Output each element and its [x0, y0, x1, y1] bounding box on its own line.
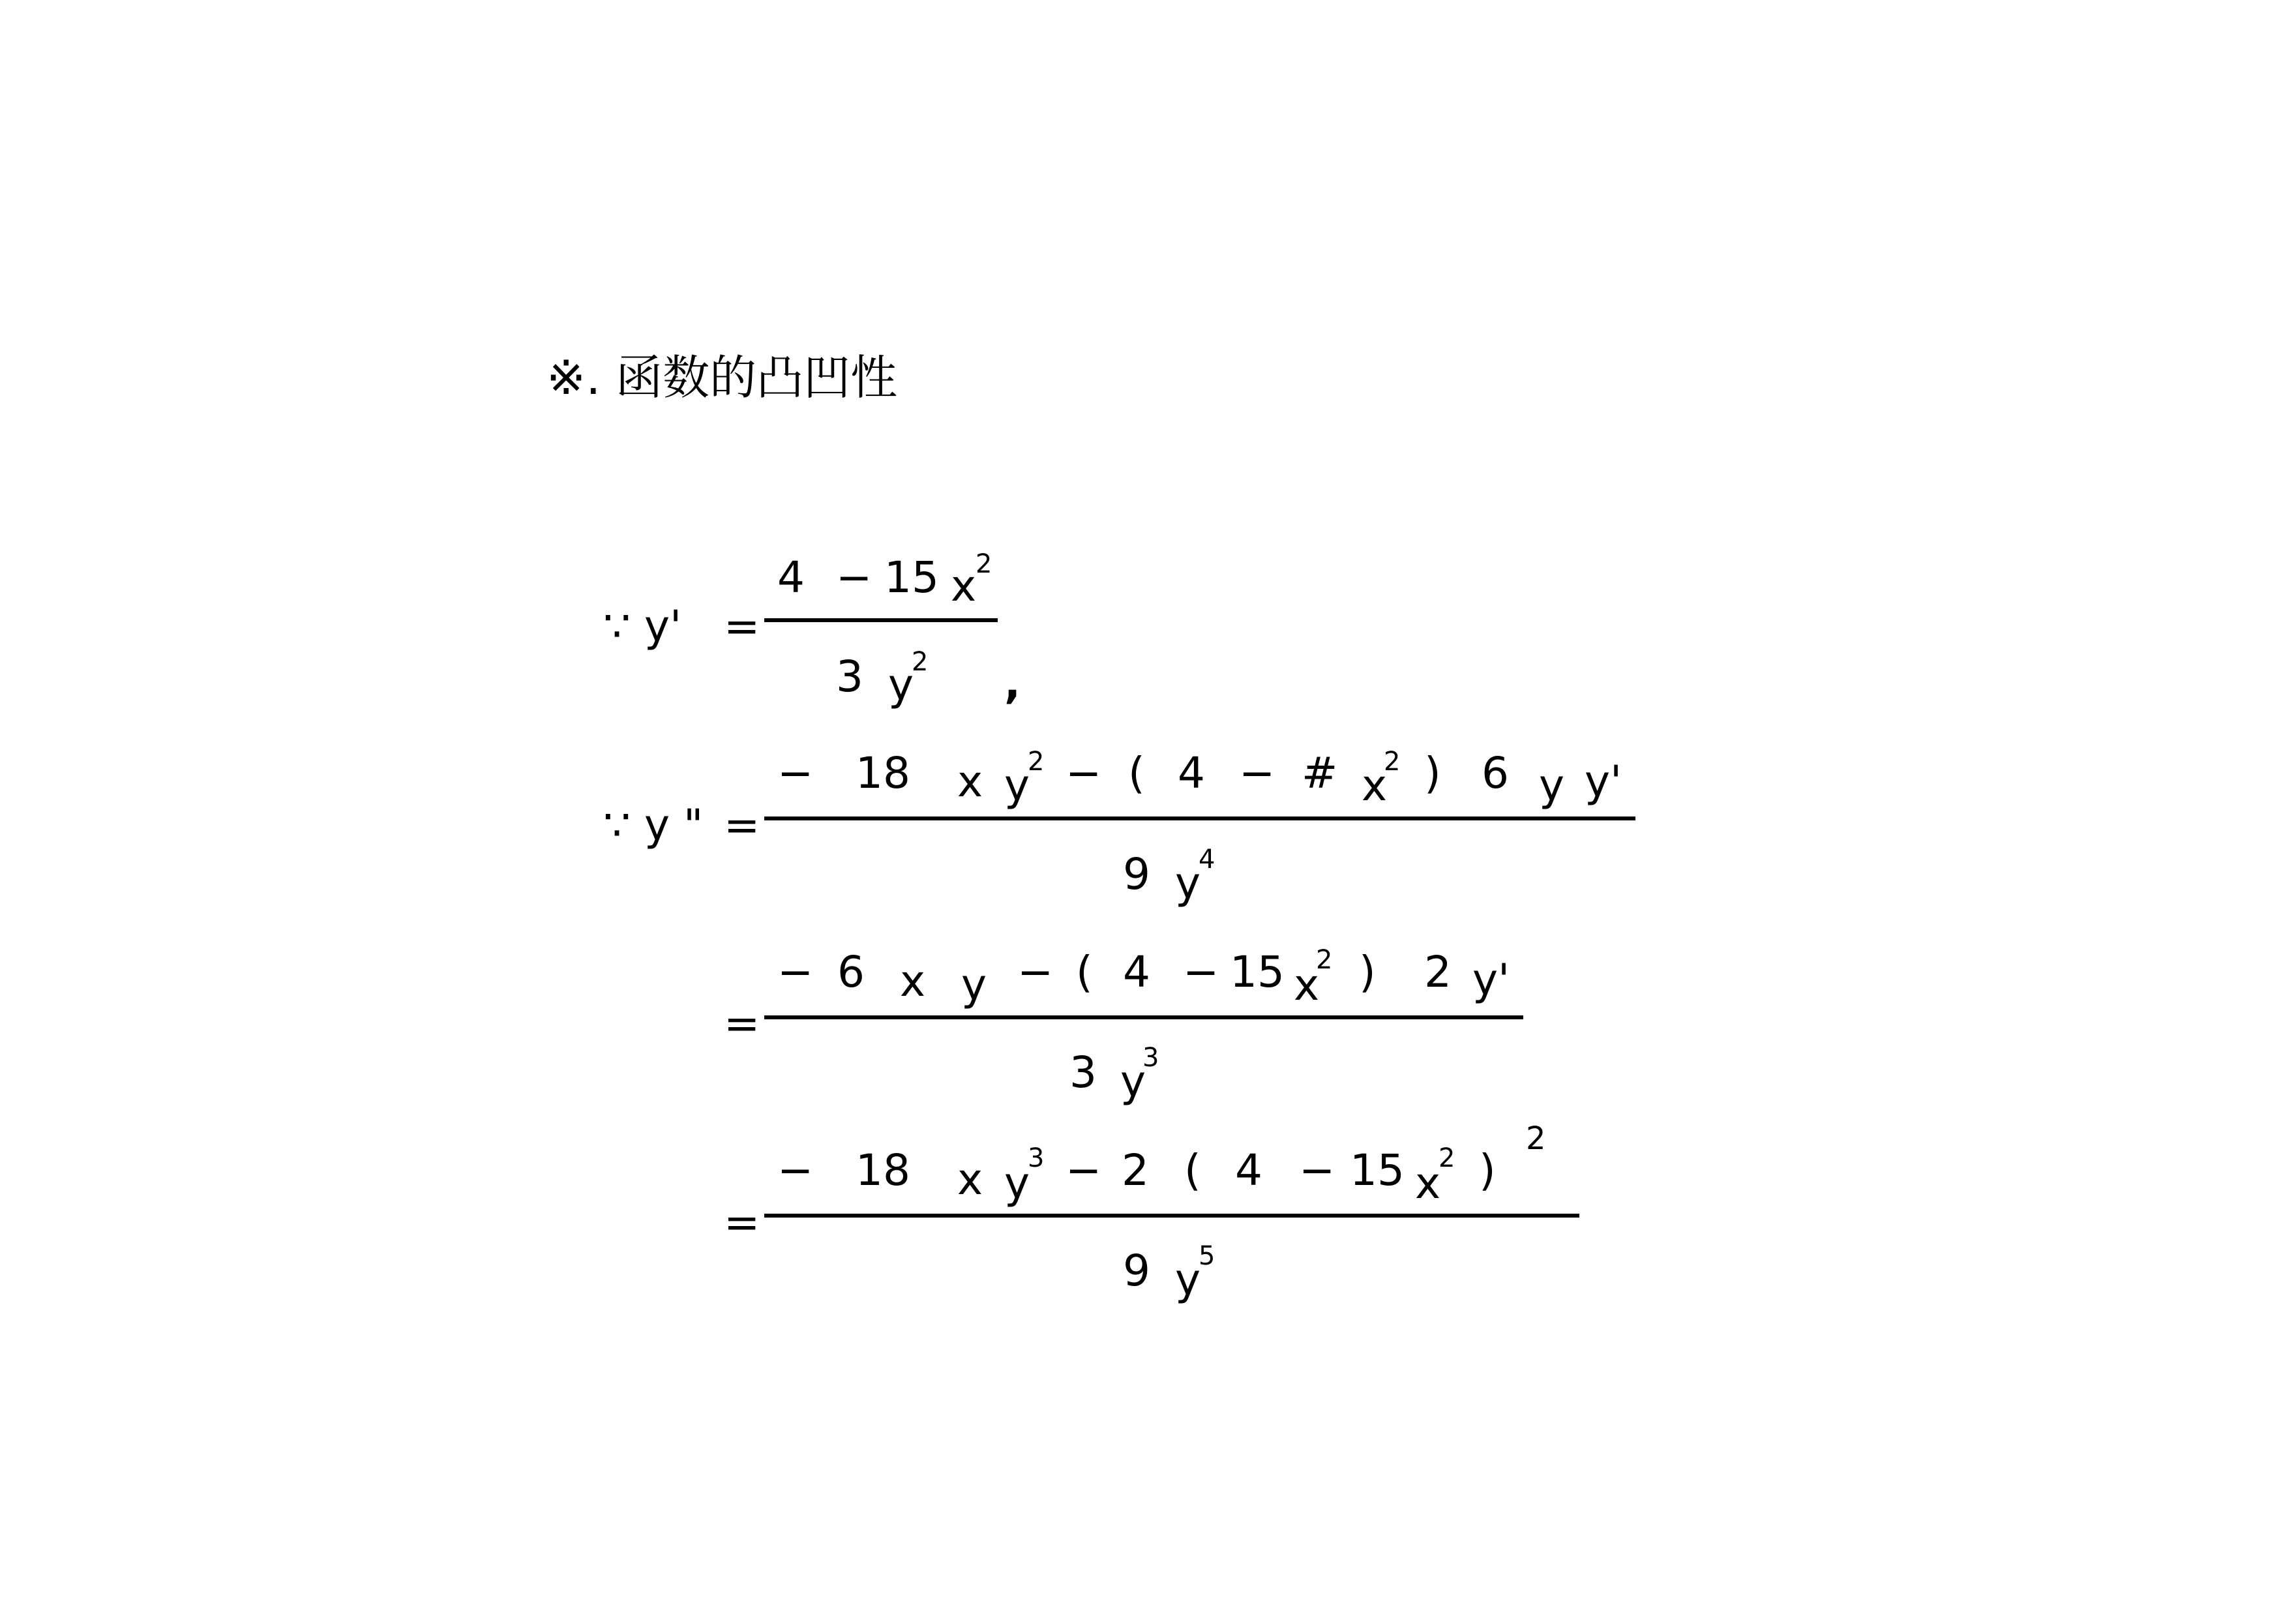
equals-sign: = — [724, 998, 760, 1049]
denominator-term: 9 — [1123, 849, 1150, 899]
numerator-term: 18 — [856, 1145, 910, 1195]
variable-y: y — [888, 660, 914, 710]
numerator-term: 15 — [1230, 947, 1285, 997]
fraction-bar — [764, 816, 1635, 820]
section-title: ※. 函数的凸凹性 — [546, 350, 898, 405]
variable-y: y — [1175, 1255, 1201, 1305]
exponent: 2 — [1028, 747, 1045, 777]
left-parenthesis: ( — [1184, 1145, 1201, 1195]
variable-y: y — [961, 960, 987, 1010]
variable-x: x — [1362, 760, 1388, 811]
numerator-term: 4 — [1178, 748, 1205, 798]
variable-y-prime: y' — [1472, 955, 1510, 1005]
numerator-term: 15 — [1350, 1145, 1405, 1195]
numerator-operator: − — [777, 947, 814, 997]
right-parenthesis: ) — [1359, 947, 1376, 997]
exponent: 2 — [1316, 945, 1333, 975]
numerator-operator: − — [777, 1145, 814, 1195]
numerator-term: 6 — [1482, 748, 1509, 798]
comma: , — [1004, 658, 1021, 708]
variable-y-prime: y' — [1585, 757, 1622, 807]
numerator-term: 18 — [856, 748, 910, 798]
exponent: 2 — [976, 549, 992, 579]
variable-y: y — [1539, 760, 1565, 811]
denominator-term: 9 — [1123, 1246, 1150, 1296]
variable-x: x — [1415, 1158, 1441, 1208]
exponent: 3 — [1142, 1043, 1159, 1073]
exponent: 2 — [912, 647, 929, 677]
numerator-term: 4 — [1235, 1145, 1262, 1195]
numerator-term: 2 — [1122, 1145, 1149, 1195]
numerator-term: 15 — [884, 552, 939, 603]
variable-y: y — [1120, 1056, 1146, 1107]
fraction-bar — [764, 1015, 1523, 1019]
numerator-term: # — [1302, 748, 1338, 798]
numerator-operator: − — [1017, 947, 1054, 997]
denominator-term: 3 — [836, 652, 863, 702]
left-parenthesis: ( — [1128, 748, 1145, 798]
variable-y: y — [1004, 1158, 1030, 1208]
exponent: 4 — [1199, 845, 1215, 875]
equals-sign: = — [724, 1197, 760, 1248]
numerator-operator: − — [1066, 1145, 1102, 1195]
numerator-operator: − — [1299, 1145, 1335, 1195]
variable-x: x — [957, 757, 983, 807]
exponent: 3 — [1028, 1143, 1045, 1173]
left-parenthesis: ( — [1076, 947, 1093, 997]
equals-sign: = — [724, 601, 760, 652]
numerator-term: 2 — [1424, 947, 1452, 997]
right-parenthesis: ) — [1424, 748, 1441, 798]
equals-sign: = — [724, 800, 760, 850]
exponent: 2 — [1439, 1143, 1455, 1173]
outer-exponent: 2 — [1526, 1120, 1546, 1157]
because-symbol-y-prime: ∵ y' — [603, 601, 682, 652]
fraction-bar — [764, 618, 998, 622]
numerator-operator: − — [836, 552, 872, 603]
numerator-term: 4 — [777, 552, 805, 603]
exponent: 5 — [1199, 1241, 1215, 1271]
variable-x: x — [957, 1154, 983, 1205]
variable-y: y — [1175, 858, 1201, 908]
denominator-term: 3 — [1069, 1047, 1097, 1098]
exponent: 2 — [1384, 747, 1401, 777]
variable-y: y — [1004, 760, 1030, 811]
numerator-operator: − — [1066, 748, 1102, 798]
numerator-operator: − — [1239, 748, 1275, 798]
numerator-operator: − — [1183, 947, 1219, 997]
because-symbol-y-double-prime: ∵ y " — [603, 800, 704, 850]
numerator-operator: − — [777, 748, 814, 798]
numerator-term: 6 — [837, 947, 865, 997]
numerator-term: 4 — [1123, 947, 1150, 997]
right-parenthesis: ) — [1479, 1145, 1496, 1195]
variable-x: x — [1294, 960, 1320, 1010]
fraction-bar — [764, 1214, 1579, 1218]
variable-x: x — [900, 956, 926, 1006]
variable-x: x — [951, 561, 977, 611]
